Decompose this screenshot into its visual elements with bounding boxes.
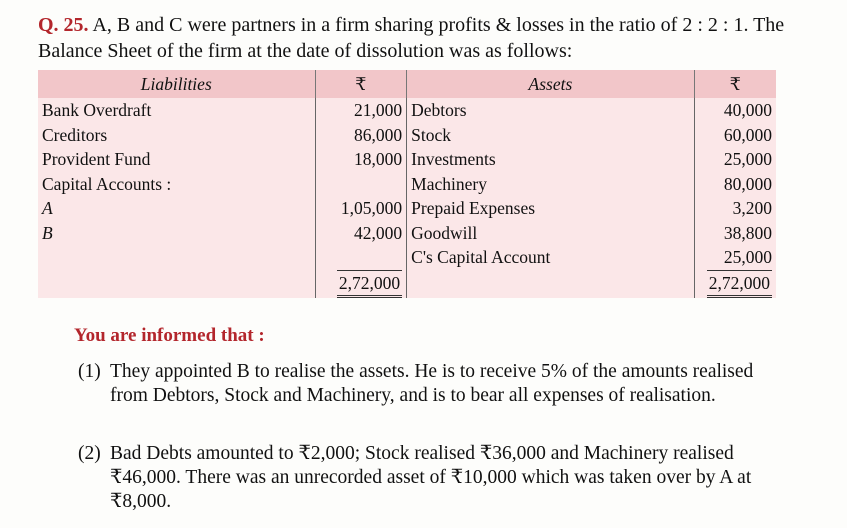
liability-label: Provident Fund <box>38 147 315 172</box>
balance-sheet-table <box>38 70 776 298</box>
table-header-row <box>38 70 776 98</box>
liability-amount: 86,000 <box>315 123 407 148</box>
asset-amount: 80,000 <box>723 173 772 194</box>
point-text: They appointed B to realise the assets. He is to receive 5% of the amounts realised from Debtors, Stock and Machinery, and is to bear all expenses of realisation. <box>110 361 754 406</box>
info-point-1 <box>78 360 783 408</box>
asset-amount: 38,800 <box>723 222 772 243</box>
table-row <box>38 221 776 246</box>
info-point-2 <box>78 442 783 514</box>
table-row <box>38 196 776 221</box>
asset-amount: 25,000 <box>723 149 772 169</box>
asset-amount: 25,000 <box>723 247 772 267</box>
liabilities-total: 2,72,000 <box>337 270 402 299</box>
asset-label: Prepaid Expenses <box>407 196 695 221</box>
info-heading: You are informed that : <box>74 325 265 346</box>
asset-amount: 60,000 <box>723 124 772 145</box>
liability-label: B <box>38 221 315 246</box>
asset-amount: 3,200 <box>732 198 772 218</box>
header-rupee-2: ₹ <box>694 70 776 98</box>
header-assets: Assets <box>407 70 695 98</box>
asset-label: Investments <box>407 147 695 172</box>
point-number: (2) <box>78 443 101 464</box>
assets-total: 2,72,000 <box>707 270 772 299</box>
liability-amount: 18,000 <box>315 147 407 172</box>
liability-amount: 42,000 <box>315 221 407 246</box>
table-row <box>38 245 776 270</box>
asset-label: Goodwill <box>407 221 695 246</box>
question-number: Q. 25. <box>38 14 89 36</box>
point-number: (1) <box>78 361 101 382</box>
table-row <box>38 98 776 123</box>
question-text <box>38 12 828 64</box>
table-row <box>38 123 776 148</box>
liability-label: Capital Accounts : <box>38 172 315 197</box>
point-text: Bad Debts amounted to ₹2,000; Stock realised ₹36,000 and Machinery realised ₹46,000. There was an unrecorded asset of ₹10,000 which was taken over by A at ₹8,000. <box>110 443 752 512</box>
totals-row <box>38 270 776 299</box>
liability-label: Bank Overdraft <box>38 98 315 123</box>
liability-amount <box>315 172 407 197</box>
liability-label: Creditors <box>38 123 315 148</box>
liability-label: A <box>38 196 315 221</box>
asset-label: Debtors <box>407 98 695 123</box>
liability-amount: 1,05,000 <box>315 196 407 221</box>
asset-label: Stock <box>407 123 695 148</box>
liability-amount: 21,000 <box>315 98 407 123</box>
asset-amount: 40,000 <box>723 100 772 120</box>
table-row <box>38 147 776 172</box>
table-row <box>38 172 776 197</box>
header-liabilities: Liabilities <box>38 70 315 98</box>
asset-label: C's Capital Account <box>407 245 695 270</box>
header-rupee-1: ₹ <box>315 70 407 98</box>
question-body: A, B and C were partners in a firm sharing profits & losses in the ratio of 2 : 2 : 1. The Balance Sheet of the firm at the date of dissolution was as follows: <box>38 14 785 62</box>
asset-label: Machinery <box>407 172 695 197</box>
